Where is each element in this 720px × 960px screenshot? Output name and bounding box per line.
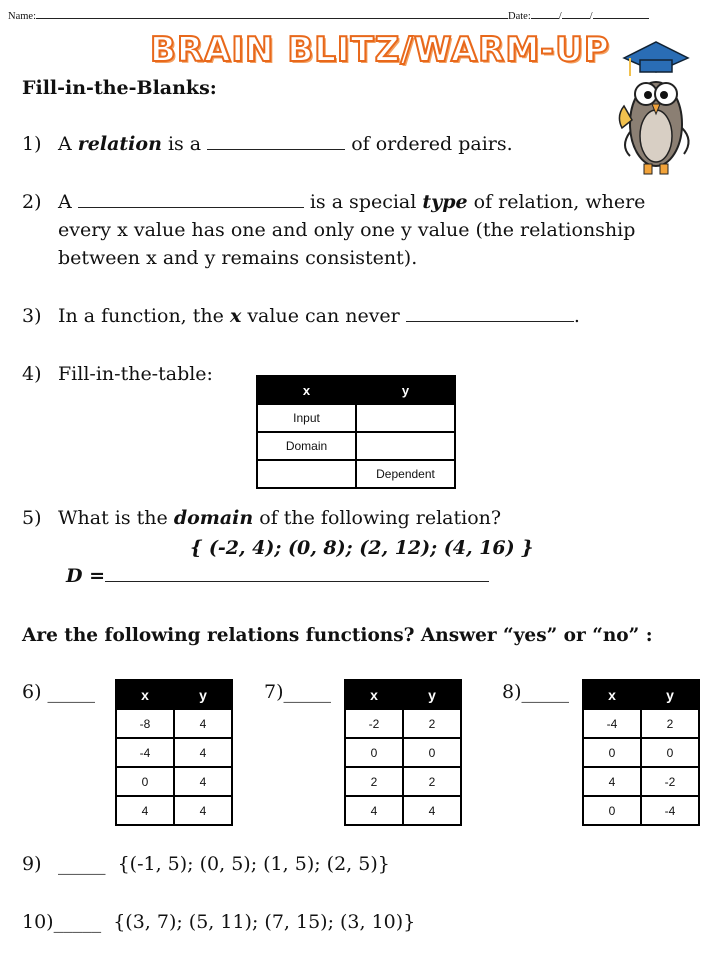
question-number: 3) — [22, 305, 42, 327]
q3-text: value can never — [247, 305, 400, 327]
header-line — [8, 9, 712, 22]
question-number: 9) — [22, 853, 42, 875]
q8-label[interactable]: 8)_____ — [502, 681, 570, 703]
q5-text: What is the — [58, 507, 168, 529]
q1-keyword: relation — [77, 133, 162, 155]
q7-table — [344, 679, 462, 826]
table-cell-blank[interactable] — [356, 432, 455, 460]
table-cell: 4 — [174, 709, 232, 738]
q2-text: A — [58, 191, 72, 213]
table-cell: 2 — [641, 709, 699, 738]
table-cell: 2 — [403, 767, 461, 796]
q7-label[interactable]: 7)_____ — [264, 681, 332, 703]
table-cell: 4 — [174, 738, 232, 767]
date-slash: / — [589, 11, 593, 22]
date-slash: / — [558, 11, 562, 22]
table-header: y — [641, 680, 699, 709]
q3-text: . — [573, 305, 580, 327]
question-number: 2) — [22, 191, 42, 213]
table-cell-blank[interactable] — [257, 460, 356, 488]
table-cell: 4 — [116, 796, 174, 825]
table-cell: 0 — [403, 738, 461, 767]
question-4 — [22, 360, 213, 388]
q2-answer-blank[interactable] — [78, 189, 304, 208]
section-heading-functions: Are the following relations functions? Answer “yes” or “no” : — [22, 625, 653, 646]
table-cell: 0 — [583, 738, 641, 767]
question-number: 4) — [22, 363, 42, 385]
date-month-field[interactable] — [531, 9, 559, 19]
table-cell: -4 — [641, 796, 699, 825]
page-title: BRAIN BLITZ/WARM-UP — [150, 30, 610, 70]
question-number: 1) — [22, 133, 42, 155]
table-cell: 4 — [345, 796, 403, 825]
table-header: y — [174, 680, 232, 709]
q5-domain-line — [66, 562, 489, 590]
table-header: x — [583, 680, 641, 709]
q4-text: Fill-in-the-table: — [58, 363, 213, 385]
question-number: 5) — [22, 507, 42, 529]
q9-answer-blank[interactable]: _____ — [58, 853, 106, 875]
owl-mascot-icon — [616, 36, 696, 186]
q2-text: every x value has one and only one y value (the relationship — [58, 219, 636, 241]
question-5 — [22, 504, 501, 532]
table-cell: 4 — [583, 767, 641, 796]
q5-answer-blank[interactable] — [105, 563, 489, 582]
table-cell: 0 — [583, 796, 641, 825]
table-cell: 4 — [174, 796, 232, 825]
q1-text: of ordered pairs. — [351, 133, 513, 155]
question-10 — [22, 908, 415, 936]
question-1 — [22, 130, 513, 158]
table-cell: Domain — [257, 432, 356, 460]
table-cell: -4 — [583, 709, 641, 738]
table-header: y — [403, 680, 461, 709]
q3-text: In a function, the — [58, 305, 224, 327]
table-cell: 0 — [641, 738, 699, 767]
q2-keyword: type — [422, 191, 468, 213]
date-year-field[interactable] — [593, 9, 649, 19]
question-3 — [22, 302, 580, 330]
table-header: x — [345, 680, 403, 709]
table-cell: 2 — [345, 767, 403, 796]
table-header: y — [356, 376, 455, 404]
q4-table — [256, 375, 456, 489]
q3-keyword: x — [229, 305, 242, 327]
table-cell: 2 — [403, 709, 461, 738]
question-2 — [22, 188, 682, 272]
table-cell: 0 — [116, 767, 174, 796]
q5-keyword: domain — [173, 507, 254, 529]
q2-text: is a special — [309, 191, 417, 213]
date-day-field[interactable] — [562, 9, 590, 19]
q5-text: of the following relation? — [259, 507, 502, 529]
q1-text: A — [58, 133, 72, 155]
name-field[interactable] — [36, 9, 508, 19]
table-cell: -2 — [641, 767, 699, 796]
table-cell: 4 — [174, 767, 232, 796]
table-cell: 0 — [345, 738, 403, 767]
table-cell: -2 — [345, 709, 403, 738]
table-header: x — [257, 376, 356, 404]
table-cell: 4 — [403, 796, 461, 825]
q10-relation: {(3, 7); (5, 11); (7, 15); (3, 10)} — [113, 911, 416, 933]
q1-answer-blank[interactable] — [207, 131, 345, 150]
domain-label: D = — [66, 565, 106, 587]
table-cell-blank[interactable] — [356, 404, 455, 432]
q3-answer-blank[interactable] — [406, 303, 574, 322]
date-label: Date: — [508, 11, 531, 22]
table-cell: Dependent — [356, 460, 455, 488]
q9-relation: {(-1, 5); (0, 5); (1, 5); (2, 5)} — [117, 853, 390, 875]
table-header: x — [116, 680, 174, 709]
table-cell: -4 — [116, 738, 174, 767]
q6-label[interactable]: 6) _____ — [22, 681, 96, 703]
q6-table — [115, 679, 233, 826]
q5-relation: { (-2, 4); (0, 8); (2, 12); (4, 16) } — [190, 537, 534, 559]
q2-text: of relation, where — [473, 191, 646, 213]
name-label: Name: — [8, 11, 36, 22]
q2-text: between x and y remains consistent). — [58, 247, 418, 269]
table-cell: -8 — [116, 709, 174, 738]
section-heading-fill-in: Fill-in-the-Blanks: — [22, 77, 217, 99]
q1-text: is a — [167, 133, 202, 155]
q10-label[interactable]: 10)_____ — [22, 911, 102, 933]
q8-table — [582, 679, 700, 826]
table-cell: Input — [257, 404, 356, 432]
question-9 — [22, 850, 390, 878]
